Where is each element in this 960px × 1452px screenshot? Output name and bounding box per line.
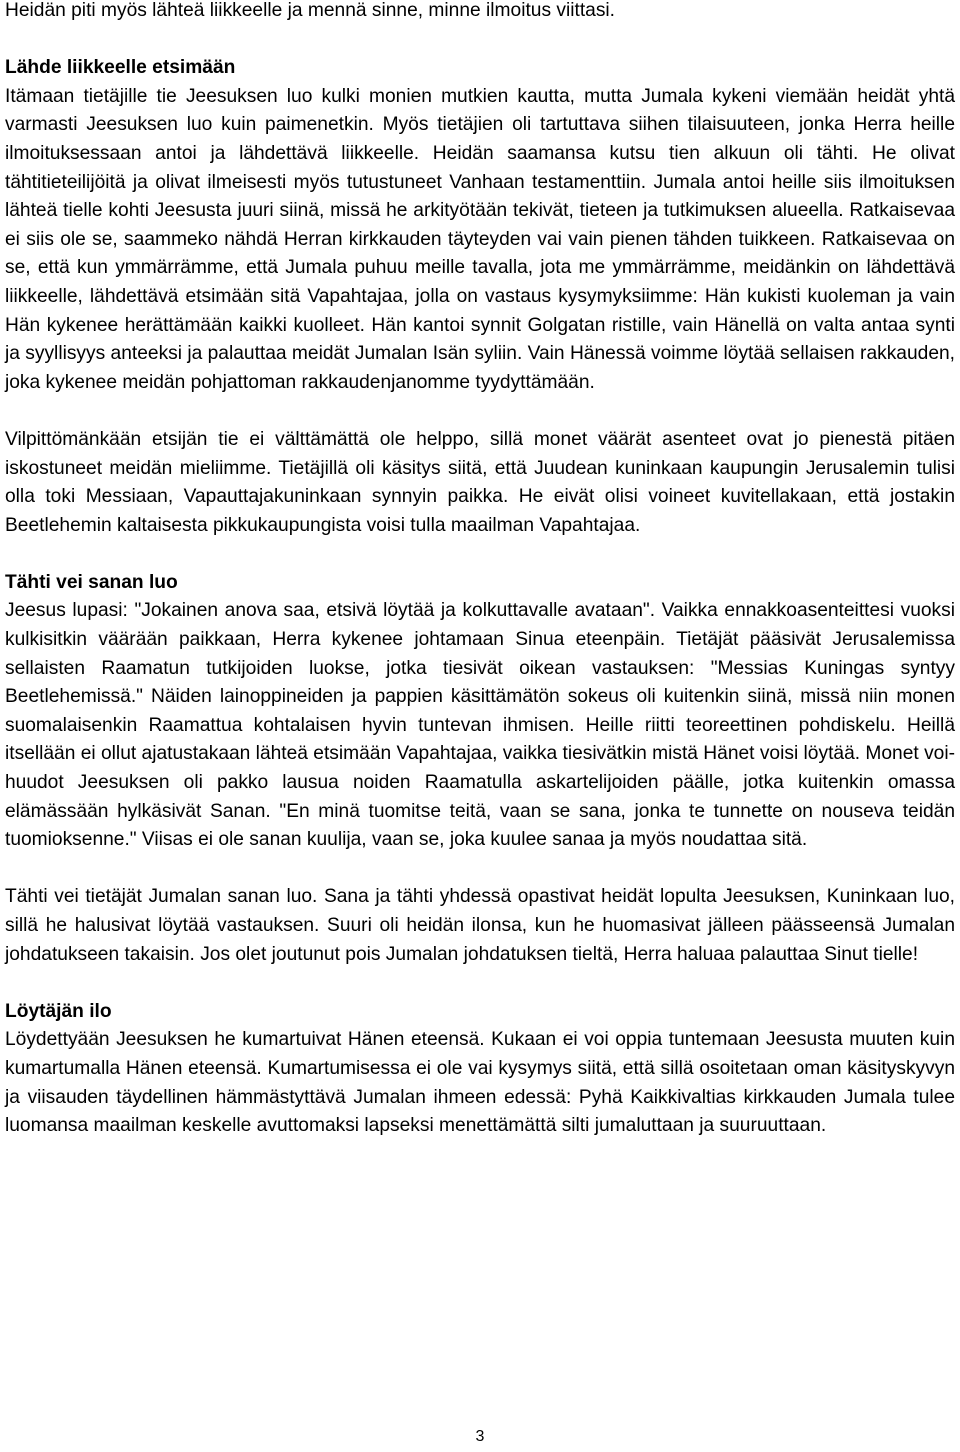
paragraph-gap	[5, 26, 955, 55]
section-2-paragraph-2: Tähti vei tietäjät Jumalan sanan luo. Sana ja tähti yhdessä opastivat heidät lopulta Jeesuksen, Kuninkaan luo, sillä he halusivat löytää vastauksen. Suuri oli heidän ilonsa, kun he huomasivat jälleen päässeensä Jumalan johdatukseen takaisin. Jos olet joutunut pois Jumalan johdatuksen tieltä, Herra haluaa palauttaa Sinut tielle!	[5, 886, 955, 965]
section-heading-1: Lähde liikkeelle etsimään	[5, 57, 236, 79]
paragraph-gap	[5, 540, 955, 569]
section-1-paragraph-2: Vilpittömänkään etsijän tie ei välttämättä ole helppo, sillä monet väärät asenteet ovat jo pienestä pitäen iskostuneet meidän mieliimme. Tietäjillä oli käsitys siitä, että Juudean kuninkaan kaupungin Jerusalemin tulisi olla toki Messiaan, Vapauttajakuninkaan synnyin paikka. He eivät olisi voineet kuvitellakaan, että jostakin Beetlehemin kaltaisesta pikkukaupungista voisi tulla maailman Vapahtajaa.	[5, 428, 955, 536]
paragraph-gap	[5, 855, 955, 884]
section-2-paragraph-1: Jeesus lupasi: "Jokainen anova saa, etsivä löytää ja kolkuttavalle avataan". Vaikka ennakkoasenteittesi vuoksi kulkisitkin väärään paikkaan, Herra kykenee johtamaan Sinua eteenpäin. Tietäjät pääsivät Jerusalemissa sellaisten Raamatun tutkijoiden luokse, jotka tiesivät oikean vastauksen: "Messias Kuningas syntyy Beetlehemissä." Näiden lainoppineiden ja pappien käsittämätön sokeus oli kuitenkin siinä, missä niin monen suomalaisenkin Raamattua kohtalaisen hyvin tuntevan ihmisen. Heille riitti teoreettinen pohdiskelu. Heillä itsellään ei ollut ajatustakaan lähteä etsimään Vapahtajaa, vaikka tiesivätkin mistä Hänet voisi löytää. Monet voi-huudot Jeesuksen oli pakko lausua noiden Raamatulla askartelijoiden päälle, jotka kuitenkin omassa elämässään hylkäsivät Sanan. "En minä tuomitse teitä, vaan se sana, jonka te tunnette on nouseva teidän tuomioksenne." Viisas ei ole sanan kuulija, vaan se, joka kuulee sanaa ja myös noudattaa sitä.	[5, 600, 955, 851]
paragraph-gap	[5, 969, 955, 998]
section-heading-2: Tähti vei sanan luo	[5, 571, 178, 593]
section-heading-3: Löytäjän ilo	[5, 1000, 112, 1022]
section-1-paragraph-1: Itämaan tietäjille tie Jeesuksen luo kulki monien mutkien kautta, mutta Jumala kykeni viemään heidät yhtä varmasti Jeesuksen luo kuin paimenetkin. Myös tietäjien oli tartuttava siihen tilaisuuteen, jonka Herra heille ilmoituksessaan antoi ja lähdettävä liikkeelle. Heidän saamansa kutsu tien alkuun oli tähti. He olivat tähtitieteilijöitä ja olivat ilmeisesti myös tutustuneet Vanhaan testamenttiin. Jumala antoi heille siis ilmoituksen lähteä tielle kohti Jeesusta juuri siinä, missä he arkityötään tekivät, tieteen ja tutkimuksen alueella. Ratkaisevaa ei siis ole se, saammeko nähdä Herran kirkkauden täyteyden vai vain pienen tähden tuikkeen. Ratkaisevaa on se, että kun ymmärrämme, että Jumala puhuu meille tavalla, jota me ymmärrämme, meidänkin on lähdettävä liikkeelle, lähdettävä etsimään sitä Vapahtajaa, jolla on vastaus kysymyksiimme: Hän kukisti kuoleman ja vain Hän kykenee herättämään kaikki kuolleet. Hän kantoi synnit Golgatan ristille, vain Hänellä on valta antaa synti ja syyllisyys anteeksi ja palauttaa meidät Jumalan Isän syliin. Vain Hänessä voimme löytää sellaisen rakkauden, joka kykenee meidän pohjattoman rakkaudenjanomme tyydyttämään.	[5, 85, 955, 393]
section-3-paragraph-1: Löydettyään Jeesuksen he kumartuivat Hänen eteensä. Kukaan ei voi oppia tuntemaan Jeesusta muuten kuin kumartumalla Hänen eteensä. Kumartumisessa ei ole vai kysymys siitä, että sillä osoitetaan oman käsityskyvyn ja viisauden täydellinen hämmästyttävä Jumalan ihmeen edessä: Pyhä Kaikkivaltias kirkkauden Jumala tulee luomansa maailman keskelle avuttomaksi lapseksi menettämättä silti jumaluttaan ja suuruuttaan.	[5, 1029, 955, 1137]
paragraph-gap	[5, 397, 955, 426]
intro-paragraph: Heidän piti myös lähteä liikkeelle ja mennä sinne, minne ilmoitus viittasi.	[5, 0, 616, 21]
page-number: 3	[475, 1428, 485, 1445]
document-page	[5, 0, 955, 1141]
